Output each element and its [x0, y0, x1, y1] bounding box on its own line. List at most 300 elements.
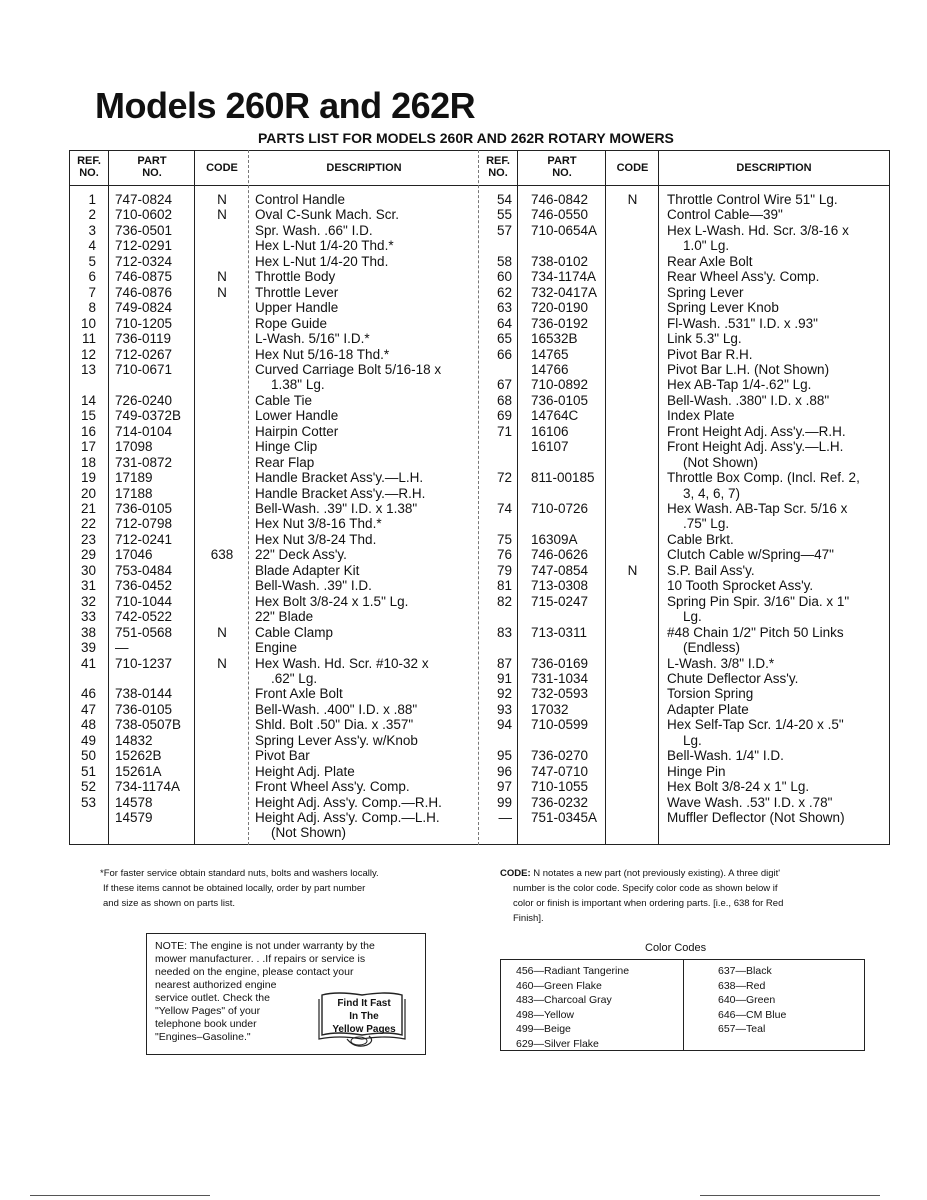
part-no-cell: 710-0726: [531, 501, 589, 516]
description-line: Shld. Bolt .50" Dia. x .357": [255, 717, 414, 733]
part-no-cell: 746-0842: [531, 192, 589, 207]
footnote-line: color or finish is important when ordering parts. [i.e., 638 for Red: [513, 898, 784, 909]
description-line: Lg.: [683, 609, 702, 625]
note-line: "Engines–Gasoline.": [155, 1031, 251, 1043]
description-line: Spr. Wash. .66" I.D.: [255, 222, 373, 238]
part-no-cell: 751-0345A: [531, 810, 598, 825]
ref-no-cell: 53: [80, 794, 96, 810]
description-cell: [667, 192, 889, 207]
description-cell: [667, 377, 889, 392]
ref-no-cell: 92: [496, 686, 512, 702]
description-line: Pivot Bar L.H. (Not Shown): [667, 361, 830, 377]
ref-no-cell: 14: [80, 392, 96, 408]
header-code: CODE: [206, 162, 238, 174]
ref-no-cell: 32: [80, 593, 96, 609]
ref-no-cell: 30: [80, 562, 96, 578]
ref-no-cell: 71: [496, 423, 512, 439]
description-cell: [255, 625, 480, 640]
part-no-cell: 811-00185: [531, 470, 595, 486]
ref-no-cell: 74: [496, 501, 512, 516]
description-cell: [667, 671, 889, 686]
part-no-cell: 715-0247: [531, 593, 589, 609]
ref-no-cell: 58: [496, 253, 512, 269]
description-cell: [255, 578, 480, 593]
color-code-item: 646—CM Blue: [718, 1008, 787, 1021]
part-no-cell: 746-0550: [531, 207, 589, 223]
description-line: Handle Bracket Ass'y.—R.H.: [255, 485, 426, 501]
ref-no-cell: 3: [88, 222, 96, 238]
description-line: Torsion Spring: [667, 686, 754, 702]
description-line: Oval C-Sunk Mach. Scr.: [255, 207, 400, 223]
description-cell: [667, 578, 889, 593]
description-cell: [255, 254, 480, 269]
description-cell: [667, 779, 889, 794]
page-title: Models 260R and 262R: [95, 85, 476, 126]
code-cell: N: [217, 192, 227, 207]
parts-list-subtitle: PARTS LIST FOR MODELS 260R AND 262R ROTARY MOWERS: [258, 130, 674, 146]
note-line: telephone book under: [155, 1018, 257, 1030]
description-cell: [667, 501, 889, 532]
part-no-cell: 17189: [115, 470, 153, 486]
ref-no-cell: 99: [496, 794, 512, 810]
description-cell: [667, 532, 889, 547]
description-cell: [667, 764, 889, 779]
ref-no-cell: 7: [88, 284, 96, 300]
description-line: Curved Carriage Bolt 5/16-18 x: [255, 361, 442, 377]
ref-no-cell: 97: [496, 779, 512, 795]
part-no-cell: 736-0105: [115, 501, 173, 516]
part-no-cell: 736-0501: [115, 222, 173, 238]
part-no-cell: 734-1174A: [115, 779, 181, 795]
description-cell: [255, 424, 480, 439]
ref-no-cell: 10: [80, 315, 96, 331]
header-ref-line1: REF.: [486, 155, 510, 167]
description-cell: [667, 717, 889, 748]
description-line: Bell-Wash. .39" I.D.: [255, 578, 372, 594]
description-line: Rear Axle Bolt: [667, 253, 753, 269]
description-cell: [667, 563, 889, 578]
description-line: Front Axle Bolt: [255, 686, 343, 702]
part-no-cell: 747-0824: [115, 192, 173, 207]
description-line: Fl-Wash. .531" I.D. x .93": [667, 315, 818, 331]
description-line: Clutch Cable w/Spring—47": [667, 547, 834, 563]
part-no-cell: 736-0270: [531, 748, 589, 764]
description-cell: [255, 702, 480, 717]
color-code-item: 499—Beige: [516, 1023, 571, 1035]
part-no-cell: 720-0190: [531, 300, 589, 316]
description-line: .62" Lg.: [271, 670, 318, 686]
description-line: Bell-Wash. 1/4" I.D.: [667, 748, 784, 764]
description-cell: [667, 748, 889, 763]
part-no-cell: 726-0240: [115, 392, 173, 408]
description-cell: [667, 285, 889, 300]
description-cell: [255, 347, 480, 362]
description-line: Spring Lever: [667, 284, 744, 300]
part-no-cell: 746-0626: [531, 547, 589, 563]
description-cell: [255, 362, 480, 393]
description-line: Hex L-Wash. Hd. Scr. 3/8-16 x: [667, 222, 849, 238]
ref-no-cell: 83: [496, 624, 512, 640]
description-cell: [667, 547, 889, 562]
description-line: Rope Guide: [255, 315, 328, 331]
part-no-cell: 14766: [531, 361, 569, 377]
description-line: Lower Handle: [255, 408, 339, 424]
badge-line: Find It Fast: [337, 998, 391, 1009]
ref-no-cell: 29: [80, 547, 96, 563]
ref-no-cell: 91: [496, 670, 512, 686]
description-cell: [255, 238, 480, 253]
description-line: (Not Shown): [271, 825, 347, 841]
ref-no-cell: 1: [88, 192, 96, 207]
part-no-cell: 710-0599: [531, 717, 589, 733]
description-line: Hex L-Nut 1/4-20 Thd.: [255, 253, 389, 269]
part-no-cell: 712-0267: [115, 346, 173, 362]
part-no-cell: 712-0291: [115, 238, 173, 254]
part-no-cell: —: [115, 640, 129, 656]
code-cell: N: [217, 269, 227, 285]
code-cell: N: [627, 562, 638, 578]
ref-no-cell: 67: [496, 377, 512, 393]
part-no-cell: 736-0169: [531, 655, 589, 671]
ref-no-cell: 54: [496, 192, 512, 207]
ref-no-cell: 51: [80, 763, 96, 779]
part-no-cell: 16532B: [531, 331, 578, 347]
part-no-cell: 14578: [115, 794, 153, 810]
description-line: Cable Brkt.: [667, 531, 734, 547]
description-cell: [255, 547, 480, 562]
description-line: 1.0" Lg.: [683, 238, 730, 254]
description-cell: [255, 748, 480, 763]
description-line: Hairpin Cotter: [255, 423, 339, 439]
column-divider: [517, 150, 518, 845]
ref-no-cell: 60: [496, 269, 512, 285]
ref-no-cell: 13: [80, 361, 96, 377]
description-line: Bell-Wash. .39" I.D. x 1.38": [255, 501, 418, 516]
code-cell: N: [627, 192, 638, 207]
part-no-cell: 710-1237: [115, 655, 173, 671]
description-line: Blade Adapter Kit: [255, 562, 360, 578]
part-no-cell: 736-0119: [115, 331, 172, 347]
ref-no-cell: 69: [496, 408, 512, 424]
ref-no-cell: 64: [496, 315, 512, 331]
ref-no-cell: 68: [496, 392, 512, 408]
description-cell: [667, 207, 889, 222]
description-cell: [667, 362, 889, 377]
part-no-cell: 17046: [115, 547, 153, 563]
part-no-cell: 746-0875: [115, 269, 173, 285]
description-cell: [255, 733, 480, 748]
color-code-item: 637—Black: [718, 965, 772, 977]
code-cell: N: [217, 284, 227, 300]
part-no-cell: 738-0102: [531, 253, 589, 269]
description-line: Muffler Deflector (Not Shown): [667, 810, 845, 825]
footnote-line: and size as shown on parts list.: [103, 898, 236, 909]
description-cell: [255, 285, 480, 300]
color-code-item: 483—Charcoal Gray: [516, 994, 612, 1006]
header-description-right: DESCRIPTION: [736, 162, 812, 174]
description-line: Index Plate: [667, 408, 735, 424]
description-line: Hex Bolt 3/8-24 x 1" Lg.: [667, 779, 810, 795]
description-cell: [255, 331, 480, 346]
ref-no-cell: —: [498, 810, 512, 825]
part-no-cell: 753-0484: [115, 562, 173, 578]
part-no-cell: 712-0798: [115, 516, 173, 532]
yellow-pages-badge-text: [325, 997, 403, 1036]
description-line: Throttle Box Comp. (Incl. Ref. 2,: [667, 470, 860, 486]
badge-line: In The: [349, 1011, 379, 1022]
ref-no-cell: 48: [80, 717, 96, 733]
ref-no-cell: 16: [80, 423, 96, 439]
description-cell: [667, 625, 889, 656]
code-cell: N: [217, 624, 227, 640]
description-line: Upper Handle: [255, 300, 339, 316]
ref-no-cell: 52: [80, 779, 96, 795]
description-line: Throttle Lever: [255, 284, 339, 300]
part-no-cell: 742-0522: [115, 609, 173, 625]
description-cell: [255, 316, 480, 331]
description-line: Height Adj. Ass'y. Comp.—R.H.: [255, 794, 442, 810]
footnote-line: *For faster service obtain standard nuts, bolts and washers locally.: [100, 868, 379, 879]
description-line: Hex Nut 3/8-16 Thd.*: [255, 516, 382, 532]
description-cell: [667, 347, 889, 362]
header-part-no: [110, 155, 194, 179]
footnote-code: [500, 866, 880, 926]
ref-no-cell: 4: [88, 238, 96, 254]
part-no-cell: 14765: [531, 346, 569, 362]
description-line: 10 Tooth Sprocket Ass'y.: [667, 578, 814, 594]
description-line: Hex Wash. Hd. Scr. #10-32 x: [255, 655, 429, 671]
description-cell: [667, 810, 889, 825]
note-line: nearest authorized engine: [155, 979, 277, 991]
description-cell: [667, 316, 889, 331]
description-cell: [255, 563, 480, 578]
description-line: Hinge Clip: [255, 439, 318, 455]
description-cell: [255, 532, 480, 547]
header-part-line1: PART: [547, 155, 577, 167]
part-no-cell: 16309A: [531, 531, 578, 547]
ref-no-cell: 79: [496, 562, 512, 578]
note-line: "Yellow Pages" of your: [155, 1005, 261, 1017]
ref-no-cell: 11: [81, 331, 96, 347]
part-no-cell: 736-0452: [115, 578, 173, 594]
ref-no-cell: 21: [80, 501, 96, 516]
ref-no-cell: 75: [496, 531, 512, 547]
description-cell: [667, 300, 889, 315]
color-code-item: 498—Yellow: [516, 1008, 574, 1021]
description-line: 22" Blade: [255, 609, 314, 625]
header-divider: [69, 185, 890, 186]
header-part-line2: NO.: [142, 167, 162, 179]
description-line: Lg.: [683, 732, 702, 748]
header-part-line1: PART: [137, 155, 167, 167]
code-cell: 638: [210, 547, 234, 563]
description-line: Engine: [255, 640, 298, 656]
part-no-cell: 710-0602: [115, 207, 173, 223]
part-no-cell: 736-0192: [531, 315, 589, 331]
description-cell: [255, 516, 480, 531]
description-line: Control Cable—39": [667, 207, 783, 223]
part-no-cell: 712-0241: [115, 531, 173, 547]
description-cell: [667, 470, 889, 501]
description-line: Hex Nut 3/8-24 Thd.: [255, 531, 377, 547]
part-no-cell: 710-0671: [115, 361, 173, 377]
description-line: Wave Wash. .53" I.D. x .78": [667, 794, 833, 810]
description-line: L-Wash. 3/8" I.D.*: [667, 655, 775, 671]
description-line: Pivot Bar R.H.: [667, 346, 753, 362]
part-no-cell: 734-1174A: [531, 269, 597, 285]
part-no-cell: 746-0876: [115, 284, 173, 300]
part-no-cell: 710-0654A: [531, 222, 598, 238]
description-line: .75" Lg.: [683, 516, 730, 532]
description-cell: [667, 686, 889, 701]
column-divider: [658, 150, 659, 845]
description-line: Pivot Bar: [255, 748, 310, 764]
part-no-cell: 738-0507B: [115, 717, 182, 733]
description-line: Hex Self-Tap Scr. 1/4-20 x .5": [667, 717, 844, 733]
description-line: Cable Tie: [255, 392, 313, 408]
part-no-cell: 710-1055: [531, 779, 589, 795]
header-code-right: CODE: [616, 162, 649, 174]
note-line: needed on the engine, please contact your: [155, 966, 354, 978]
note-line: service outlet. Check the: [155, 992, 270, 1004]
part-no-cell: 736-0105: [531, 392, 589, 408]
description-cell: [255, 594, 480, 609]
ref-no-cell: 41: [80, 655, 96, 671]
description-line: 3, 4, 6, 7): [683, 485, 741, 501]
color-code-item: 640—Green: [718, 994, 776, 1006]
description-line: (Not Shown): [683, 454, 759, 470]
description-line: Front Wheel Ass'y. Comp.: [255, 779, 410, 795]
description-cell: [255, 609, 480, 624]
part-no-cell: 17188: [115, 485, 153, 501]
description-line: Rear Wheel Ass'y. Comp.: [667, 269, 820, 285]
description-line: Bell-Wash. .400" I.D. x .88": [255, 701, 418, 717]
part-no-cell: 16106: [531, 423, 569, 439]
bottom-rule: [30, 1195, 210, 1196]
description-line: 22" Deck Ass'y.: [255, 547, 347, 563]
description-line: Hex Bolt 3/8-24 x 1.5" Lg.: [255, 593, 409, 609]
description-line: Spring Lever Ass'y. w/Knob: [255, 732, 418, 748]
description-line: Hex Nut 5/16-18 Thd.*: [255, 346, 390, 362]
description-line: L-Wash. 5/16" I.D.*: [255, 331, 370, 347]
description-cell: [667, 393, 889, 408]
ref-no-cell: 65: [496, 331, 512, 347]
part-no-cell: 713-0311: [531, 624, 588, 640]
part-no-cell: 747-0710: [531, 763, 589, 779]
part-no-cell: 736-0232: [531, 794, 589, 810]
description-line: Hex AB-Tap 1/4-.62" Lg.: [667, 377, 812, 393]
description-line: Hinge Pin: [667, 763, 726, 779]
ref-no-cell: 82: [496, 593, 512, 609]
ref-no-cell: 12: [80, 346, 96, 362]
engine-warranty-note: [146, 933, 426, 1055]
part-no-cell: 731-0872: [115, 454, 173, 470]
ref-no-cell: 6: [88, 269, 96, 285]
description-line: Link 5.3" Lg.: [667, 331, 742, 347]
part-no-cell: 712-0324: [115, 253, 173, 269]
column-divider: [108, 150, 109, 845]
header-part-line2: NO.: [552, 167, 572, 179]
header-ref-no-right: [480, 155, 516, 179]
description-line: (Endless): [683, 640, 741, 655]
description-cell: [255, 656, 480, 687]
description-line: Front Height Adj. Ass'y.—R.H.: [667, 423, 846, 439]
description-cell: [255, 779, 480, 794]
footnote-line: Finish].: [513, 913, 544, 924]
ref-no-cell: 39: [80, 640, 96, 656]
part-no-cell: 713-0308: [531, 578, 589, 594]
footnote-line: If these items cannot be obtained locally, order by part number: [103, 883, 366, 894]
part-no-cell: 749-0824: [115, 300, 173, 316]
bottom-rule: [700, 1195, 880, 1196]
description-cell: [255, 439, 480, 454]
part-no-cell: 732-0417A: [531, 284, 598, 300]
header-ref-line2: NO.: [488, 167, 508, 179]
ref-no-cell: 33: [80, 609, 96, 625]
part-no-cell: 710-1205: [115, 315, 173, 331]
description-cell: [667, 594, 889, 625]
description-cell: [667, 439, 889, 470]
part-no-cell: 16107: [531, 439, 569, 455]
color-code-item: 456—Radiant Tangerine: [516, 965, 630, 977]
description-line: Throttle Control Wire 51" Lg.: [667, 192, 838, 207]
ref-no-cell: 17: [80, 439, 96, 455]
ref-no-cell: 95: [496, 748, 512, 764]
yellow-pages-book-icon: [317, 989, 407, 1045]
ref-no-cell: 15: [80, 408, 96, 424]
description-cell: [667, 223, 889, 254]
footnote-line: N notates a new part (not previously existing). A three digit': [533, 868, 781, 879]
header-ref-no: [72, 155, 106, 179]
description-line: Chute Deflector Ass'y.: [667, 670, 799, 686]
color-code-item: 638—Red: [718, 979, 766, 992]
description-cell: [255, 810, 480, 841]
ref-no-cell: 81: [496, 578, 512, 594]
description-line: Spring Pin Spir. 3/16" Dia. x 1": [667, 593, 850, 609]
part-no-cell: 17098: [115, 439, 153, 455]
ref-no-cell: 18: [80, 454, 96, 470]
footnote-fasteners: [100, 866, 470, 911]
ref-no-cell: 66: [496, 346, 512, 362]
ref-no-cell: 19: [80, 470, 96, 486]
description-line: Adapter Plate: [667, 701, 749, 717]
description-cell: [667, 331, 889, 346]
description-line: Height Adj. Ass'y. Comp.—L.H.: [255, 810, 440, 825]
part-no-cell: 736-0105: [115, 701, 173, 717]
description-line: Rear Flap: [255, 454, 315, 470]
description-cell: [255, 686, 480, 701]
ref-no-cell: 8: [88, 300, 96, 316]
color-code-item: 657—Teal: [718, 1023, 766, 1035]
description-cell: [667, 269, 889, 284]
header-description: DESCRIPTION: [326, 162, 402, 174]
description-cell: [255, 393, 480, 408]
note-line: mower manufacturer. . .If repairs or service is: [155, 953, 366, 965]
ref-no-cell: 96: [496, 763, 512, 779]
ref-no-cell: 20: [80, 485, 96, 501]
ref-no-cell: 49: [80, 732, 96, 748]
color-codes-title: Color Codes: [645, 942, 707, 954]
description-line: Height Adj. Plate: [255, 763, 355, 779]
description-line: Hex L-Nut 1/4-20 Thd.*: [255, 238, 394, 254]
description-cell: [255, 795, 480, 810]
description-cell: [255, 455, 480, 470]
note-line: NOTE: The engine is not under warranty by the: [155, 940, 375, 952]
ref-no-cell: 76: [496, 547, 512, 563]
description-cell: [667, 424, 889, 439]
color-codes-divider: [683, 959, 684, 1051]
ref-no-cell: 50: [80, 748, 96, 764]
